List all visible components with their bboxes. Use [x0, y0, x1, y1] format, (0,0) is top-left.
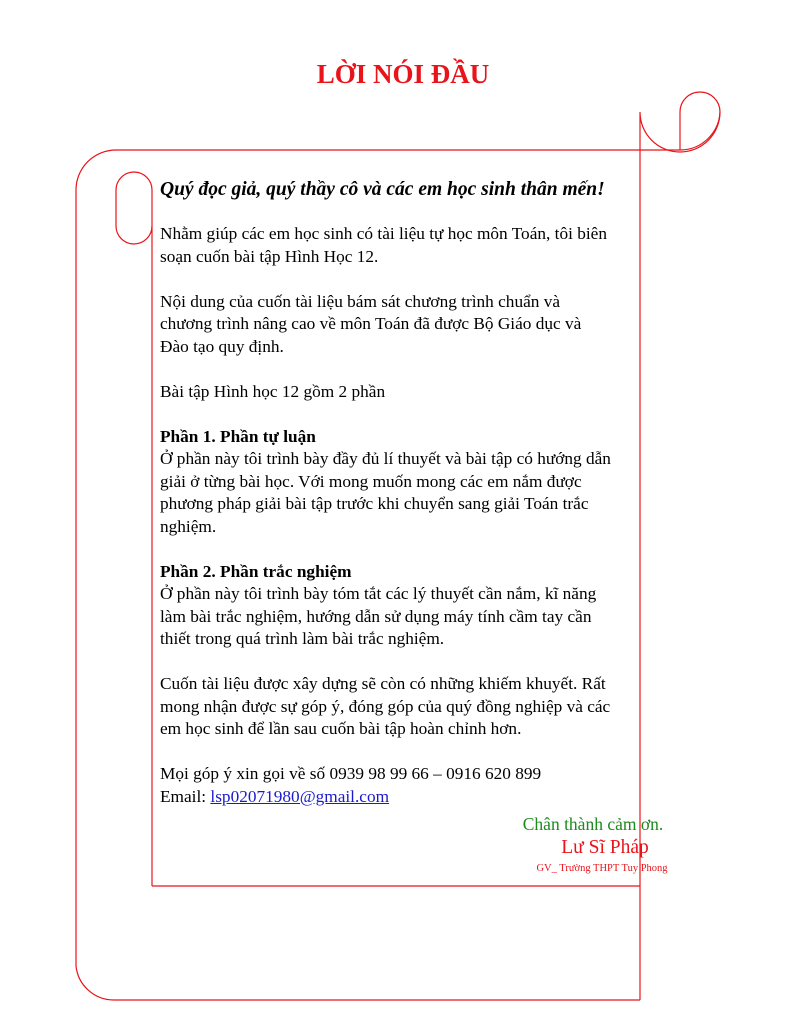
closing-paragraph	[160, 673, 680, 741]
email-link[interactable]: lsp02071980@gmail.com	[210, 786, 390, 806]
contact-block	[160, 763, 680, 808]
phone-line: Mọi góp ý xin gọi về số 0939 98 99 66 – 0916 620 899	[160, 764, 542, 783]
text-line: Cuốn tài liệu được xây dựng sẽ còn có những khiếm khuyết. Rất	[160, 674, 606, 693]
text-line: Đào tạo quy định.	[160, 336, 284, 356]
foreword-body	[160, 176, 680, 831]
text-line: giải ở từng bài học. Với mong muốn mong các em nắm được	[160, 471, 582, 491]
author-title: GV_ Trường THPT Tuy Phong	[536, 863, 668, 874]
text-line: chương trình nâng cao về môn Toán đã được Bộ Giáo dục và	[160, 314, 582, 333]
text-line: em học sinh để lần sau cuốn bài tập hoàn chỉnh hơn.	[160, 719, 522, 738]
text-line: Nhằm giúp các em học sinh có tài liệu tự học môn Toán, tôi biên	[160, 224, 607, 243]
intro-paragraph	[160, 223, 680, 268]
text-line: phương pháp giải bài tập trước khi chuyển sang giải Toán trắc	[160, 494, 589, 513]
text-line: thiết trong quá trình làm bài trắc nghiệm.	[160, 629, 445, 648]
text-line: Nội dung của cuốn tài liệu bám sát chương trình chuẩn và	[160, 291, 561, 311]
part2-heading: Phần 2. Phần trắc nghiệm	[160, 561, 352, 581]
text-line: soạn cuốn bài tập Hình Học 12.	[160, 246, 379, 266]
part2-section	[160, 561, 680, 651]
part1-section	[160, 426, 680, 539]
content-paragraph	[160, 291, 680, 359]
email-label: Email:	[160, 786, 211, 806]
text-line: nghiệm.	[160, 516, 217, 536]
author-name: Lư Sĩ Pháp	[561, 837, 649, 858]
page-title: LỜI NÓI ĐẦU	[316, 59, 490, 89]
text-line: mong nhận được sự góp ý, đóng góp của quý đồng nghiệp và các	[160, 696, 611, 716]
structure-paragraph	[160, 381, 680, 404]
part1-heading: Phần 1. Phần tự luận	[160, 426, 316, 446]
thanks-line: Chân thành cảm ơn.	[522, 814, 664, 834]
text-line: Ở phần này tôi trình bày đầy đủ lí thuyết và bài tập có hướng dẫn	[160, 449, 611, 468]
greeting-line: Quý đọc giả, quý thầy cô và các em học sinh thân mến!	[160, 179, 605, 200]
signoff-block	[480, 812, 706, 878]
text-line: Ở phần này tôi trình bày tóm tắt các lý thuyết cần nắm, kĩ năng	[160, 584, 597, 603]
text-line: Bài tập Hình học 12 gồm 2 phần	[160, 381, 386, 401]
text-line: làm bài trắc nghiệm, hướng dẫn sử dụng máy tính cầm tay cần	[160, 606, 592, 626]
